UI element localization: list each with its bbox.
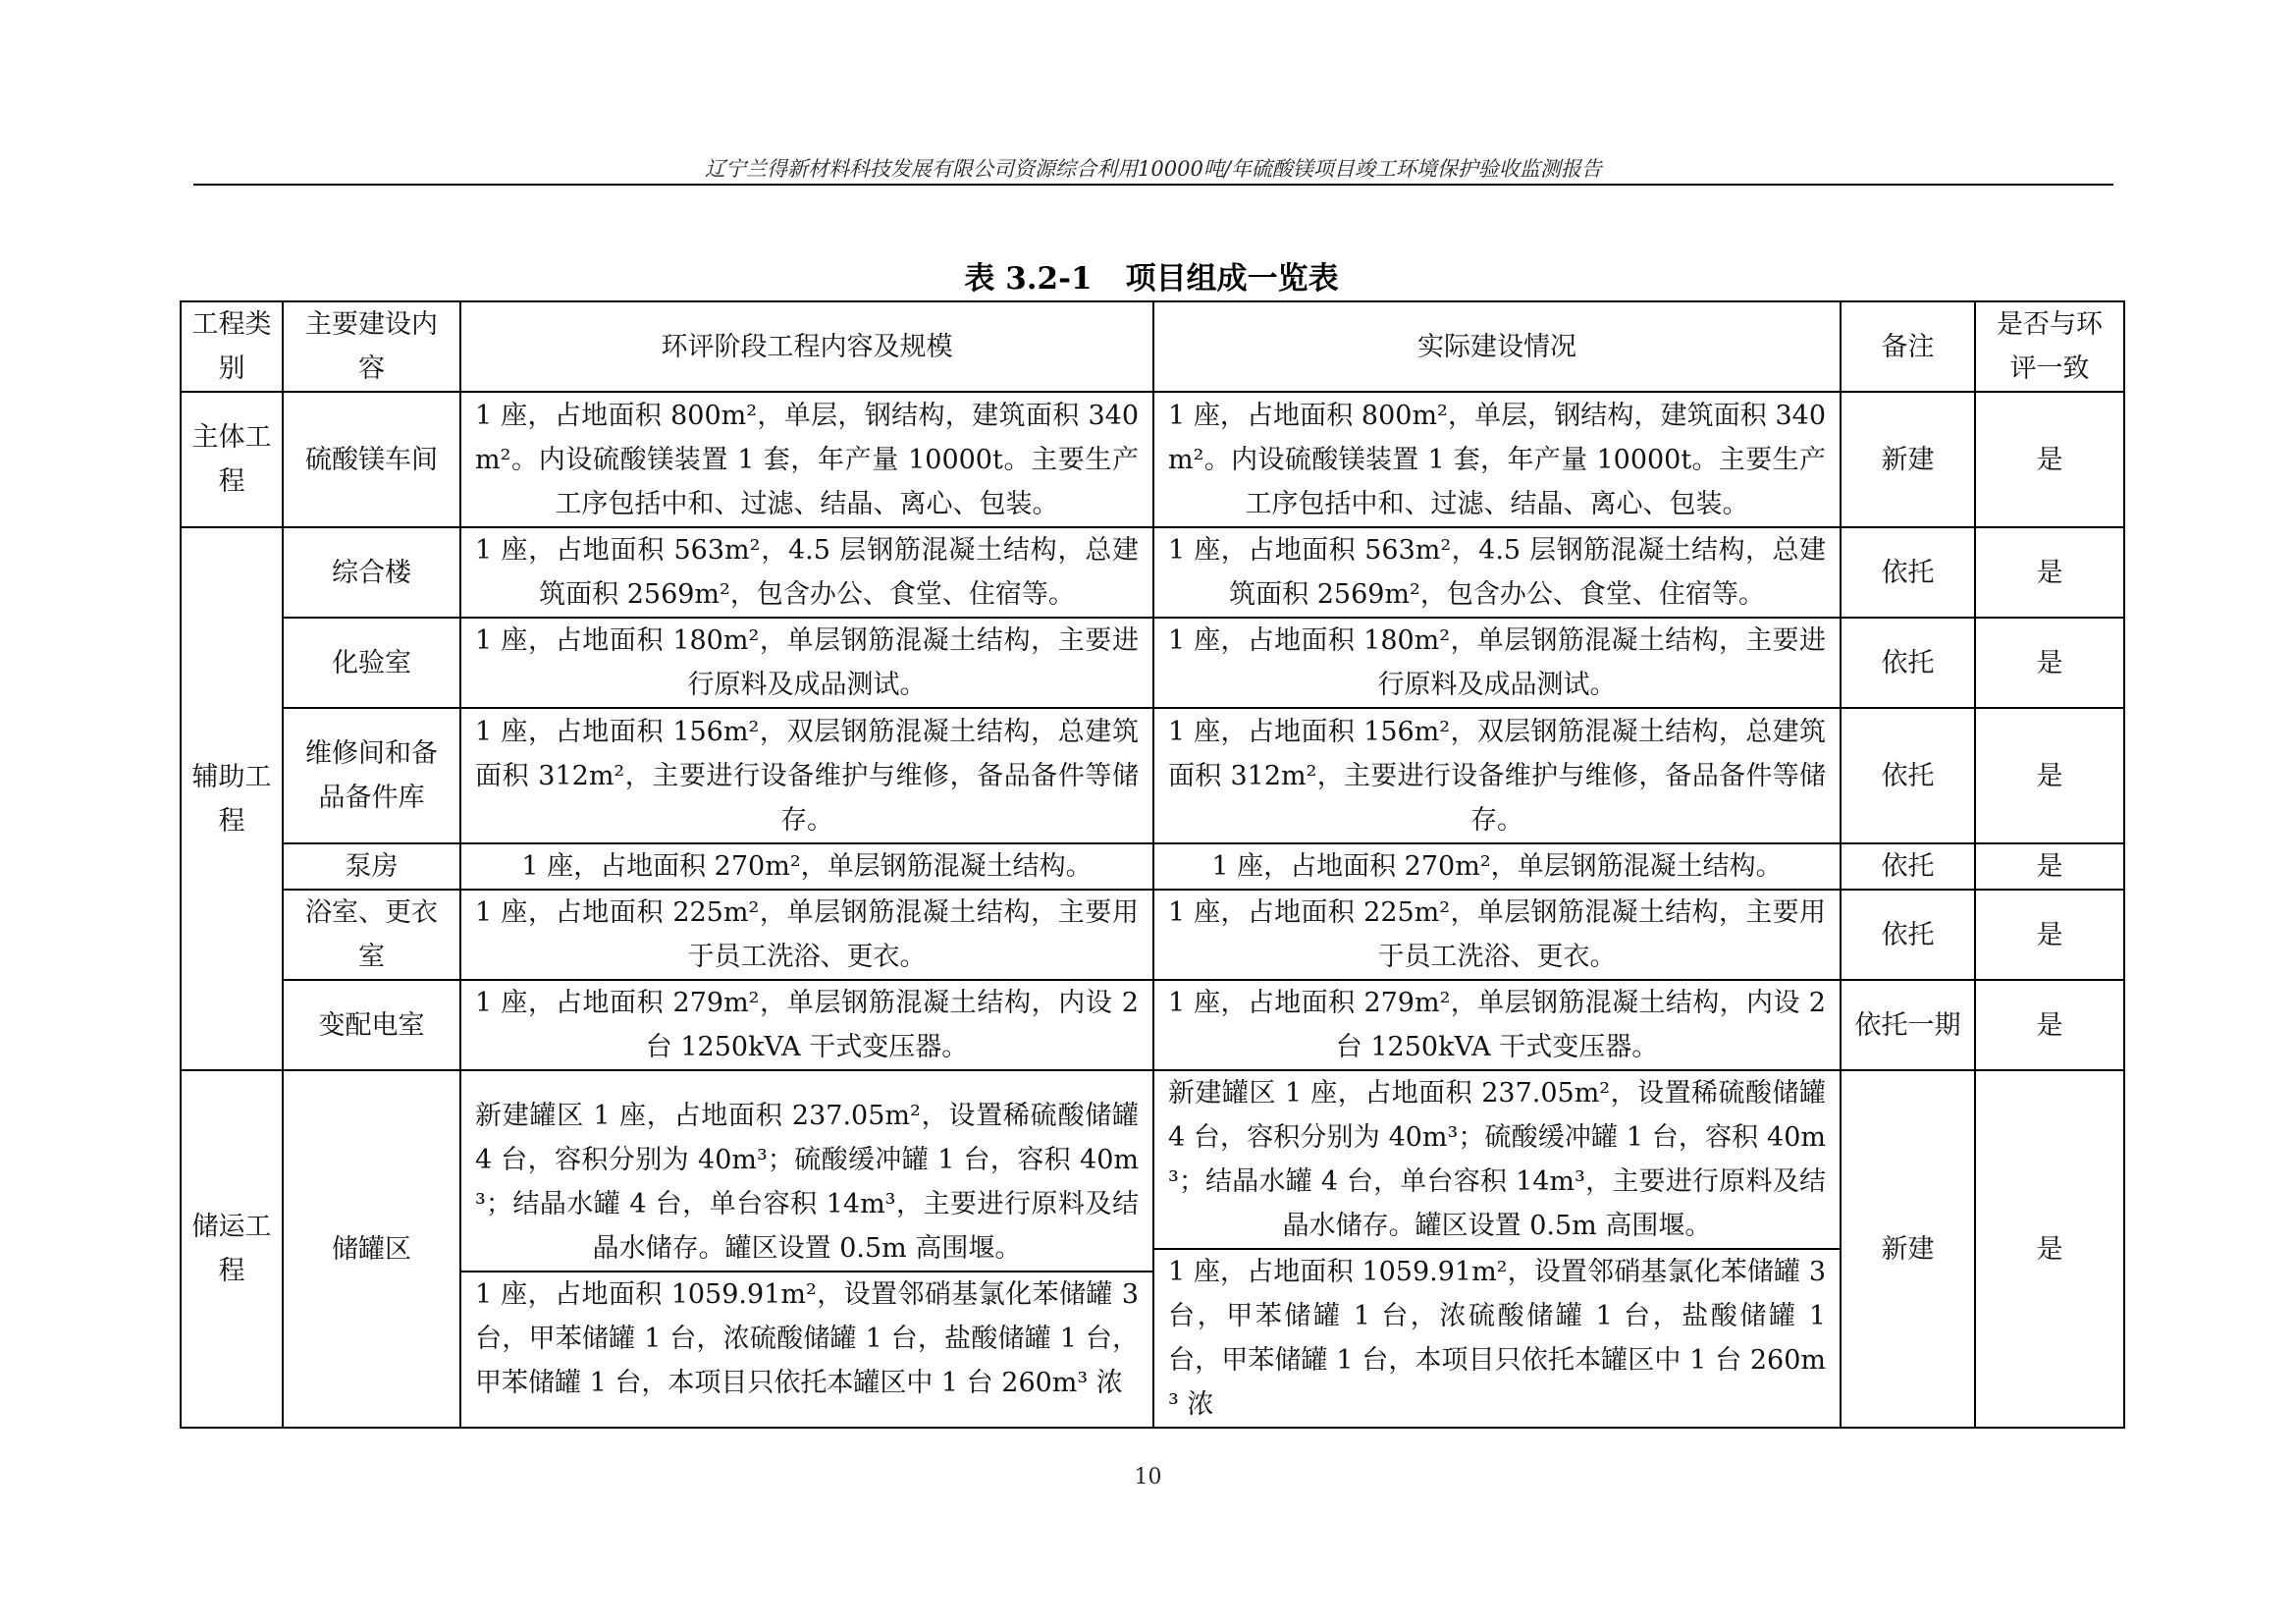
table-header-row — [181, 301, 2124, 392]
consistent-cell: 是 — [1975, 708, 2124, 843]
consistent-cell: 是 — [1975, 1070, 2124, 1428]
col-header-type: 工程类别 — [181, 301, 283, 392]
col-header-consistent: 是否与环评一致 — [1975, 301, 2124, 392]
eia-cell — [460, 1070, 1153, 1428]
row-name: 化验室 — [283, 618, 460, 708]
table-row — [181, 392, 2124, 527]
actual-cell: 1 座，占地面积 180m²，单层钢筋混凝土结构，主要进行原料及成品测试。 — [1153, 618, 1841, 708]
page-number: 10 — [1134, 1465, 1162, 1489]
table-row — [181, 980, 2124, 1070]
eia-cell: 1 座，占地面积 180m²，单层钢筋混凝土结构，主要进行原料及成品测试。 — [460, 618, 1153, 708]
remark-cell: 依托 — [1841, 708, 1975, 843]
consistent-cell: 是 — [1975, 527, 2124, 618]
col-header-eia: 环评阶段工程内容及规模 — [460, 301, 1153, 392]
project-composition-table — [180, 300, 2125, 1429]
eia-cell: 1 座，占地面积 156m²，双层钢筋混凝土结构，总建筑面积 312m²，主要进行设备维护与维修，备品备件等储存。 — [460, 708, 1153, 843]
actual-segment-existing-tank-area: 1 座，占地面积 1059.91m²，设置邻硝基氯化苯储罐 3 台，甲苯储罐 1 台，浓硫酸储罐 1 台，盐酸储罐 1 台，甲苯储罐 1 台，本项目只依托本罐区中 1 台 260m³ 浓 — [1168, 1257, 1826, 1420]
table-row — [181, 618, 2124, 708]
category-aux: 辅助工程 — [181, 527, 283, 1070]
remark-cell: 新建 — [1841, 1070, 1975, 1428]
remark-cell: 新建 — [1841, 392, 1975, 527]
page-header: 辽宁兰得新材料科技发展有限公司资源综合利用10000吨/年硫酸镁项目竣工环境保护验收监测报告 — [705, 157, 1602, 181]
remark-cell: 依托 — [1841, 890, 1975, 980]
eia-segment-new-tank-area: 新建罐区 1 座，占地面积 237.05m²，设置稀硫酸储罐 4 台，容积分别为 40m³；硫酸缓冲罐 1 台，容积 40m³；结晶水罐 4 台，单台容积 14m³，主要进行原料及结晶水储存。罐区设置 0.5m 高围堰。 — [461, 1094, 1152, 1272]
col-header-content: 主要建设内容 — [283, 301, 460, 392]
row-name: 综合楼 — [283, 527, 460, 618]
table-row — [181, 843, 2124, 890]
table-row — [181, 1070, 2124, 1428]
actual-cell: 1 座，占地面积 800m²，单层，钢结构，建筑面积 340m²。内设硫酸镁装置 1 套，年产量 10000t。主要生产工序包括中和、过滤、结晶、离心、包装。 — [1153, 392, 1841, 527]
table-title — [180, 253, 2123, 298]
row-name: 泵房 — [283, 843, 460, 890]
consistent-cell: 是 — [1975, 980, 2124, 1070]
table-title-text: 项目组成一览表 — [1125, 261, 1339, 297]
eia-cell: 1 座，占地面积 800m²，单层，钢结构，建筑面积 340m²。内设硫酸镁装置 1 套，年产量 10000t。主要生产工序包括中和、过滤、结晶、离心、包装。 — [460, 392, 1153, 527]
eia-cell: 1 座，占地面积 563m²，4.5 层钢筋混凝土结构，总建筑面积 2569m²，包含办公、食堂、住宿等。 — [460, 527, 1153, 618]
table-row — [181, 890, 2124, 980]
consistent-cell: 是 — [1975, 843, 2124, 890]
table-number: 表 3.2-1 — [964, 261, 1093, 297]
actual-cell: 1 座，占地面积 563m²，4.5 层钢筋混凝土结构，总建筑面积 2569m²，包含办公、食堂、住宿等。 — [1153, 527, 1841, 618]
actual-cell: 1 座，占地面积 279m²，单层钢筋混凝土结构，内设 2 台 1250kVA 干式变压器。 — [1153, 980, 1841, 1070]
category-main: 主体工程 — [181, 392, 283, 527]
eia-cell: 1 座，占地面积 270m²，单层钢筋混凝土结构。 — [460, 843, 1153, 890]
table-row — [181, 527, 2124, 618]
row-name: 储罐区 — [283, 1070, 460, 1428]
eia-cell: 1 座，占地面积 225m²，单层钢筋混凝土结构，主要用于员工洗浴、更衣。 — [460, 890, 1153, 980]
remark-cell: 依托 — [1841, 843, 1975, 890]
remark-cell: 依托 — [1841, 527, 1975, 618]
category-storage: 储运工程 — [181, 1070, 283, 1428]
row-name: 浴室、更衣室 — [283, 890, 460, 980]
header-rule — [193, 184, 2113, 186]
col-header-actual: 实际建设情况 — [1153, 301, 1841, 392]
eia-cell: 1 座，占地面积 279m²，单层钢筋混凝土结构，内设 2 台 1250kVA 干式变压器。 — [460, 980, 1153, 1070]
eia-segment-existing-tank-area: 1 座，占地面积 1059.91m²，设置邻硝基氯化苯储罐 3 台，甲苯储罐 1 台，浓硫酸储罐 1 台，盐酸储罐 1 台，甲苯储罐 1 台，本项目只依托本罐区中 1 台 260m³ 浓 — [475, 1278, 1139, 1398]
consistent-cell: 是 — [1975, 618, 2124, 708]
col-header-remark: 备注 — [1841, 301, 1975, 392]
consistent-cell: 是 — [1975, 890, 2124, 980]
row-name: 硫酸镁车间 — [283, 392, 460, 527]
actual-cell: 1 座，占地面积 156m²，双层钢筋混凝土结构，总建筑面积 312m²，主要进行设备维护与维修，备品备件等储存。 — [1153, 708, 1841, 843]
consistent-cell: 是 — [1975, 392, 2124, 527]
row-name: 变配电室 — [283, 980, 460, 1070]
remark-cell: 依托 — [1841, 618, 1975, 708]
row-name: 维修间和备品备件库 — [283, 708, 460, 843]
remark-cell: 依托一期 — [1841, 980, 1975, 1070]
table-row — [181, 708, 2124, 843]
actual-cell: 1 座，占地面积 270m²，单层钢筋混凝土结构。 — [1153, 843, 1841, 890]
actual-segment-new-tank-area: 新建罐区 1 座，占地面积 237.05m²，设置稀硫酸储罐 4 台，容积分别为 40m³；硫酸缓冲罐 1 台，容积 40m³；结晶水罐 4 台，单台容积 14m³，主要进行原料及结晶水储存。罐区设置 0.5m 高围堰。 — [1154, 1071, 1840, 1250]
actual-cell — [1153, 1070, 1841, 1428]
actual-cell: 1 座，占地面积 225m²，单层钢筋混凝土结构，主要用于员工洗浴、更衣。 — [1153, 890, 1841, 980]
